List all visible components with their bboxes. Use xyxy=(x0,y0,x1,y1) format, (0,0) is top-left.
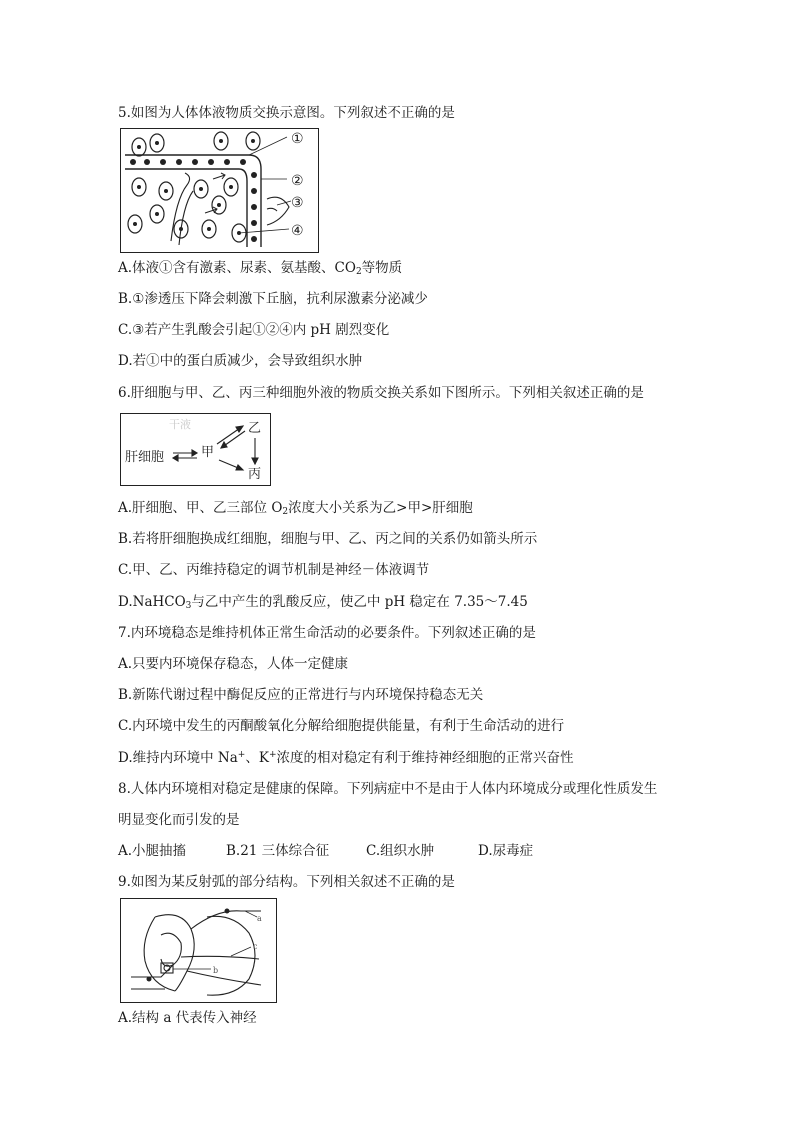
node-jia: 甲 xyxy=(201,445,215,460)
q6-option-c: C.甲、乙、丙维持稳定的调节机制是神经－体液调节 xyxy=(118,562,430,578)
q6-d-text: D.NaHCO xyxy=(118,594,186,610)
q7-option-c: C.内环境中发生的丙酮酸氧化分解给细胞提供能量，有利于生命活动的进行 xyxy=(118,718,565,734)
q8-option-a: A.小腿抽搐 xyxy=(118,843,187,859)
label-2: ② xyxy=(291,173,304,189)
label-a: a xyxy=(257,914,262,923)
q6-option-d xyxy=(118,593,528,611)
fluid-relationship-diagram xyxy=(121,414,270,485)
q7-d-post: 浓度的相对稳定有利于维持神经细胞的正常兴奋性 xyxy=(276,750,574,766)
body-fluid-exchange-diagram xyxy=(121,129,318,252)
q5-option-c: C.③若产生乳酸会引起①②④内 pH 剧烈变化 xyxy=(118,322,390,338)
label-4: ④ xyxy=(291,223,304,239)
q5-option-a xyxy=(118,259,402,277)
q5-option-d: D.若①中的蛋白质减少，会导致组织水肿 xyxy=(118,353,363,369)
q5-a-sub: 2 xyxy=(355,267,362,277)
q6-a-sub: 2 xyxy=(282,507,289,517)
q7-option-d xyxy=(118,749,573,767)
q6-option-a xyxy=(118,499,473,517)
q6-d-sub: 3 xyxy=(185,601,192,611)
q9-figure xyxy=(120,898,277,1003)
q7-d-sup1: + xyxy=(237,750,246,760)
q9-stem: 9.如图为某反射弧的部分结构。下列相关叙述不正确的是 xyxy=(118,874,455,890)
q7-d-mid: 、K xyxy=(245,750,269,766)
q7-d-text: D.维持内环境中 Na xyxy=(118,750,238,766)
faded-label: 干液 xyxy=(169,418,191,431)
q8-option-d: D.尿毒症 xyxy=(478,843,534,859)
q6-a-text: A.肝细胞、甲、乙三部位 O xyxy=(118,500,283,516)
q5-a-text: A.体液①含有激素、尿素、氨基酸、CO xyxy=(118,260,356,276)
q7-d-sup2: + xyxy=(268,750,277,760)
q5-figure xyxy=(120,128,319,253)
q6-d-post: 与乙中产生的乳酸反应，使乙中 pH 稳定在 7.35～7.45 xyxy=(191,594,528,610)
label-c: c xyxy=(253,942,258,951)
q6-a-post: 浓度大小关系为乙>甲>肝细胞 xyxy=(288,500,473,516)
node-yi: 乙 xyxy=(248,421,262,436)
q9-option-a: A.结构 a 代表传入神经 xyxy=(118,1010,257,1026)
q6-figure xyxy=(120,413,271,486)
q5-option-b: B.①渗透压下降会刺激下丘脑，抗利尿激素分泌减少 xyxy=(118,291,428,307)
q5-stem: 5.如图为人体体液物质交换示意图。下列叙述不正确的是 xyxy=(118,105,455,121)
q8-option-c: C.组织水肿 xyxy=(366,843,435,859)
q6-stem: 6.肝细胞与甲、乙、丙三种细胞外液的物质交换关系如下图所示。下列相关叙述正确的是 xyxy=(118,385,644,401)
node-liver: 肝细胞 xyxy=(125,450,165,465)
q7-option-a: A.只要内环境保存稳态，人体一定健康 xyxy=(118,656,349,672)
label-1: ① xyxy=(291,131,304,147)
q8-option-b: B.21 三体综合征 xyxy=(226,843,330,859)
q7-stem: 7.内环境稳态是维持机体正常生命活动的必要条件。下列叙述正确的是 xyxy=(118,625,536,641)
label-b: b xyxy=(213,966,219,975)
q8-options xyxy=(118,842,533,860)
q6-option-b: B.若将肝细胞换成红细胞，细胞与甲、乙、丙之间的关系仍如箭头所示 xyxy=(118,531,538,547)
q7-option-b: B.新陈代谢过程中酶促反应的正常进行与内环境保持稳态无关 xyxy=(118,687,484,703)
reflex-arc-diagram xyxy=(121,899,276,1002)
q8-stem-line1: 8.人体内环境相对稳定是健康的保障。下列病症中不是由于人体内环境成分或理化性质发生 xyxy=(118,781,658,797)
node-bing: 丙 xyxy=(248,467,262,482)
q8-stem-line2: 明显变化而引发的是 xyxy=(118,812,240,828)
label-3: ③ xyxy=(291,195,304,211)
q5-a-post: 等物质 xyxy=(361,260,403,276)
